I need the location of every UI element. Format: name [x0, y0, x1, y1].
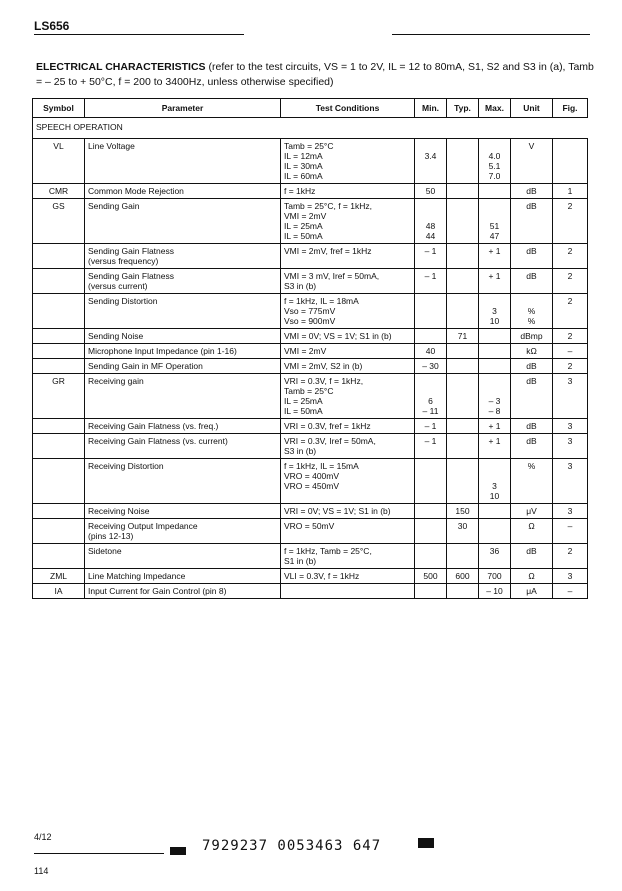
cell-symbol: [33, 269, 85, 294]
cell-typ: [447, 294, 479, 329]
cell-typ: [447, 199, 479, 244]
table-row: [33, 139, 588, 184]
cell-min: 3.4: [415, 139, 447, 184]
cell-parameter: Receiving Distortion: [85, 459, 281, 504]
table-header-row: [33, 99, 588, 118]
cell-unit: dB: [511, 244, 553, 269]
cell-max: 700: [479, 569, 511, 584]
cell-symbol: [33, 544, 85, 569]
cell-conditions: VRO = 50mV: [281, 519, 415, 544]
cell-typ: 30: [447, 519, 479, 544]
cell-typ: [447, 374, 479, 419]
intro-paragraph: [36, 60, 596, 90]
cell-fig: –: [553, 584, 588, 599]
barcode-mark-right: [418, 838, 434, 848]
cell-typ: [447, 244, 479, 269]
cell-min: 50: [415, 184, 447, 199]
cell-unit: kΩ: [511, 344, 553, 359]
header-rule-right: [392, 34, 590, 35]
cell-typ: [447, 344, 479, 359]
cell-unit: μV: [511, 504, 553, 519]
cell-typ: 71: [447, 329, 479, 344]
cell-min: [415, 459, 447, 504]
cell-max: + 1: [479, 434, 511, 459]
cell-max: 4.0 5.1 7.0: [479, 139, 511, 184]
table-row: [33, 184, 588, 199]
cell-unit: Ω: [511, 519, 553, 544]
cell-symbol: [33, 519, 85, 544]
cell-conditions: Tamb = 25°C, f = 1kHz, VMI = 2mV IL = 25mA IL = 50mA: [281, 199, 415, 244]
cell-fig: 2: [553, 294, 588, 329]
cell-max: + 1: [479, 269, 511, 294]
col-fig: Fig.: [553, 99, 588, 118]
cell-typ: [447, 184, 479, 199]
col-typ: Typ.: [447, 99, 479, 118]
cell-parameter: Sending Distortion: [85, 294, 281, 329]
cell-conditions: f = 1kHz, IL = 18mA Vso = 775mV Vso = 900mV: [281, 294, 415, 329]
cell-max: – 3 – 8: [479, 374, 511, 419]
cell-symbol: [33, 244, 85, 269]
cell-min: [415, 329, 447, 344]
cell-symbol: GS: [33, 199, 85, 244]
table-row: [33, 434, 588, 459]
cell-conditions: VRI = 0.3V, Iref = 50mA, S3 in (b): [281, 434, 415, 459]
cell-typ: 600: [447, 569, 479, 584]
cell-conditions: f = 1kHz, IL = 15mA VRO = 400mV VRO = 450mV: [281, 459, 415, 504]
cell-parameter: Common Mode Rejection: [85, 184, 281, 199]
cell-fig: –: [553, 344, 588, 359]
cell-min: – 1: [415, 434, 447, 459]
section-row: [33, 118, 588, 139]
cell-symbol: GR: [33, 374, 85, 419]
header-rule-left: [34, 34, 244, 35]
cell-unit: V: [511, 139, 553, 184]
cell-symbol: VL: [33, 139, 85, 184]
cell-min: – 1: [415, 419, 447, 434]
cell-unit: dBmp: [511, 329, 553, 344]
cell-parameter: Sending Gain Flatness (versus frequency): [85, 244, 281, 269]
cell-max: 3 10: [479, 294, 511, 329]
cell-max: [479, 344, 511, 359]
col-parameter: Parameter: [85, 99, 281, 118]
table-row: [33, 544, 588, 569]
col-symbol: Symbol: [33, 99, 85, 118]
cell-max: [479, 504, 511, 519]
cell-parameter: Sending Gain in MF Operation: [85, 359, 281, 374]
intro-text: (refer to the test circuits, VS = 1 to 2V, IL = 12 to 80mA, S1, S2 and S3 in (a), Tamb = – 25 to + 50°C, f = 200 to 3400Hz, unless otherwise specified): [36, 61, 594, 88]
cell-unit: dB: [511, 184, 553, 199]
cell-fig: –: [553, 519, 588, 544]
cell-max: 51 47: [479, 199, 511, 244]
cell-parameter: Input Current for Gain Control (pin 8): [85, 584, 281, 599]
table-row: [33, 244, 588, 269]
cell-max: [479, 329, 511, 344]
cell-parameter: Receiving Output Impedance (pins 12-13): [85, 519, 281, 544]
cell-unit: % %: [511, 294, 553, 329]
cell-min: 6 – 11: [415, 374, 447, 419]
cell-conditions: VMI = 3 mV, Iref = 50mA, S3 in (b): [281, 269, 415, 294]
col-test-conditions: Test Conditions: [281, 99, 415, 118]
cell-fig: 2: [553, 329, 588, 344]
cell-conditions: VMI = 2mV: [281, 344, 415, 359]
cell-min: [415, 294, 447, 329]
table-row: [33, 294, 588, 329]
table-row: [33, 359, 588, 374]
cell-max: [479, 359, 511, 374]
footer-code: 4/12: [34, 832, 52, 842]
cell-max: 3 10: [479, 459, 511, 504]
cell-fig: 3: [553, 419, 588, 434]
cell-conditions: f = 1kHz: [281, 184, 415, 199]
cell-conditions: VLI = 0.3V, f = 1kHz: [281, 569, 415, 584]
cell-max: [479, 519, 511, 544]
cell-symbol: [33, 344, 85, 359]
cell-fig: 3: [553, 374, 588, 419]
cell-unit: dB: [511, 359, 553, 374]
cell-min: 40: [415, 344, 447, 359]
table-row: [33, 374, 588, 419]
table-row: [33, 269, 588, 294]
cell-symbol: CMR: [33, 184, 85, 199]
table-row: [33, 569, 588, 584]
table-row: [33, 419, 588, 434]
cell-fig: 2: [553, 544, 588, 569]
cell-conditions: VRI = 0.3V, fref = 1kHz: [281, 419, 415, 434]
cell-unit: μA: [511, 584, 553, 599]
cell-conditions: VMI = 0V; VS = 1V; S1 in (b): [281, 329, 415, 344]
cell-parameter: Line Voltage: [85, 139, 281, 184]
cell-symbol: IA: [33, 584, 85, 599]
cell-min: [415, 504, 447, 519]
cell-parameter: Line Matching Impedance: [85, 569, 281, 584]
cell-parameter: Sending Noise: [85, 329, 281, 344]
cell-symbol: [33, 359, 85, 374]
cell-max: + 1: [479, 419, 511, 434]
cell-parameter: Sidetone: [85, 544, 281, 569]
cell-conditions: VRI = 0V; VS = 1V; S1 in (b): [281, 504, 415, 519]
cell-fig: 2: [553, 244, 588, 269]
cell-conditions: VRI = 0.3V, f = 1kHz, Tamb = 25°C IL = 25mA IL = 50mA: [281, 374, 415, 419]
cell-conditions: f = 1kHz, Tamb = 25°C, S1 in (b): [281, 544, 415, 569]
table-row: [33, 329, 588, 344]
cell-parameter: Microphone Input Impedance (pin 1-16): [85, 344, 281, 359]
cell-parameter: Receiving Gain Flatness (vs. freq.): [85, 419, 281, 434]
cell-fig: 2: [553, 199, 588, 244]
cell-typ: 150: [447, 504, 479, 519]
cell-conditions: Tamb = 25°C IL = 12mA IL = 30mA IL = 60mA: [281, 139, 415, 184]
cell-min: 48 44: [415, 199, 447, 244]
col-min: Min.: [415, 99, 447, 118]
cell-typ: [447, 584, 479, 599]
cell-fig: 2: [553, 359, 588, 374]
cell-symbol: [33, 504, 85, 519]
cell-parameter: Receiving Noise: [85, 504, 281, 519]
cell-max: 36: [479, 544, 511, 569]
cell-unit: %: [511, 459, 553, 504]
cell-symbol: [33, 419, 85, 434]
cell-unit: dB: [511, 434, 553, 459]
table-row: [33, 459, 588, 504]
cell-unit: dB: [511, 269, 553, 294]
col-max: Max.: [479, 99, 511, 118]
cell-max: – 10: [479, 584, 511, 599]
cell-fig: 1: [553, 184, 588, 199]
cell-typ: [447, 419, 479, 434]
section-label: SPEECH OPERATION: [33, 118, 588, 139]
cell-typ: [447, 269, 479, 294]
electrical-characteristics-table: [32, 98, 588, 599]
part-number: LS656: [34, 19, 70, 33]
cell-typ: [447, 434, 479, 459]
cell-fig: [553, 139, 588, 184]
cell-fig: 3: [553, 434, 588, 459]
table-row: [33, 519, 588, 544]
cell-fig: 2: [553, 269, 588, 294]
cell-conditions: [281, 584, 415, 599]
cell-typ: [447, 359, 479, 374]
cell-symbol: [33, 434, 85, 459]
cell-symbol: [33, 459, 85, 504]
cell-parameter: Receiving Gain Flatness (vs. current): [85, 434, 281, 459]
col-unit: Unit: [511, 99, 553, 118]
cell-unit: dB: [511, 544, 553, 569]
cell-min: [415, 519, 447, 544]
cell-min: [415, 544, 447, 569]
table-row: [33, 584, 588, 599]
cell-min: – 1: [415, 269, 447, 294]
table-row: [33, 344, 588, 359]
barcode-text: 7929237 0053463 647: [202, 838, 382, 854]
cell-unit: Ω: [511, 569, 553, 584]
cell-parameter: Receiving gain: [85, 374, 281, 419]
cell-min: 500: [415, 569, 447, 584]
table-row: [33, 199, 588, 244]
cell-parameter: Sending Gain Flatness (versus current): [85, 269, 281, 294]
cell-conditions: VMI = 2mV, S2 in (b): [281, 359, 415, 374]
cell-unit: dB: [511, 419, 553, 434]
page-number: 114: [34, 866, 49, 876]
footer-rule-left: [34, 853, 164, 854]
cell-symbol: ZML: [33, 569, 85, 584]
cell-parameter: Sending Gain: [85, 199, 281, 244]
cell-conditions: VMI = 2mV, fref = 1kHz: [281, 244, 415, 269]
barcode-mark-left: [170, 847, 186, 855]
cell-unit: dB: [511, 199, 553, 244]
cell-typ: [447, 544, 479, 569]
cell-fig: 3: [553, 504, 588, 519]
cell-unit: dB: [511, 374, 553, 419]
cell-max: + 1: [479, 244, 511, 269]
cell-symbol: [33, 329, 85, 344]
cell-typ: [447, 459, 479, 504]
cell-min: – 30: [415, 359, 447, 374]
cell-symbol: [33, 294, 85, 329]
cell-fig: 3: [553, 569, 588, 584]
cell-max: [479, 184, 511, 199]
table-row: [33, 504, 588, 519]
cell-min: [415, 584, 447, 599]
cell-min: – 1: [415, 244, 447, 269]
intro-heading: ELECTRICAL CHARACTERISTICS: [36, 61, 206, 73]
cell-fig: 3: [553, 459, 588, 504]
cell-typ: [447, 139, 479, 184]
